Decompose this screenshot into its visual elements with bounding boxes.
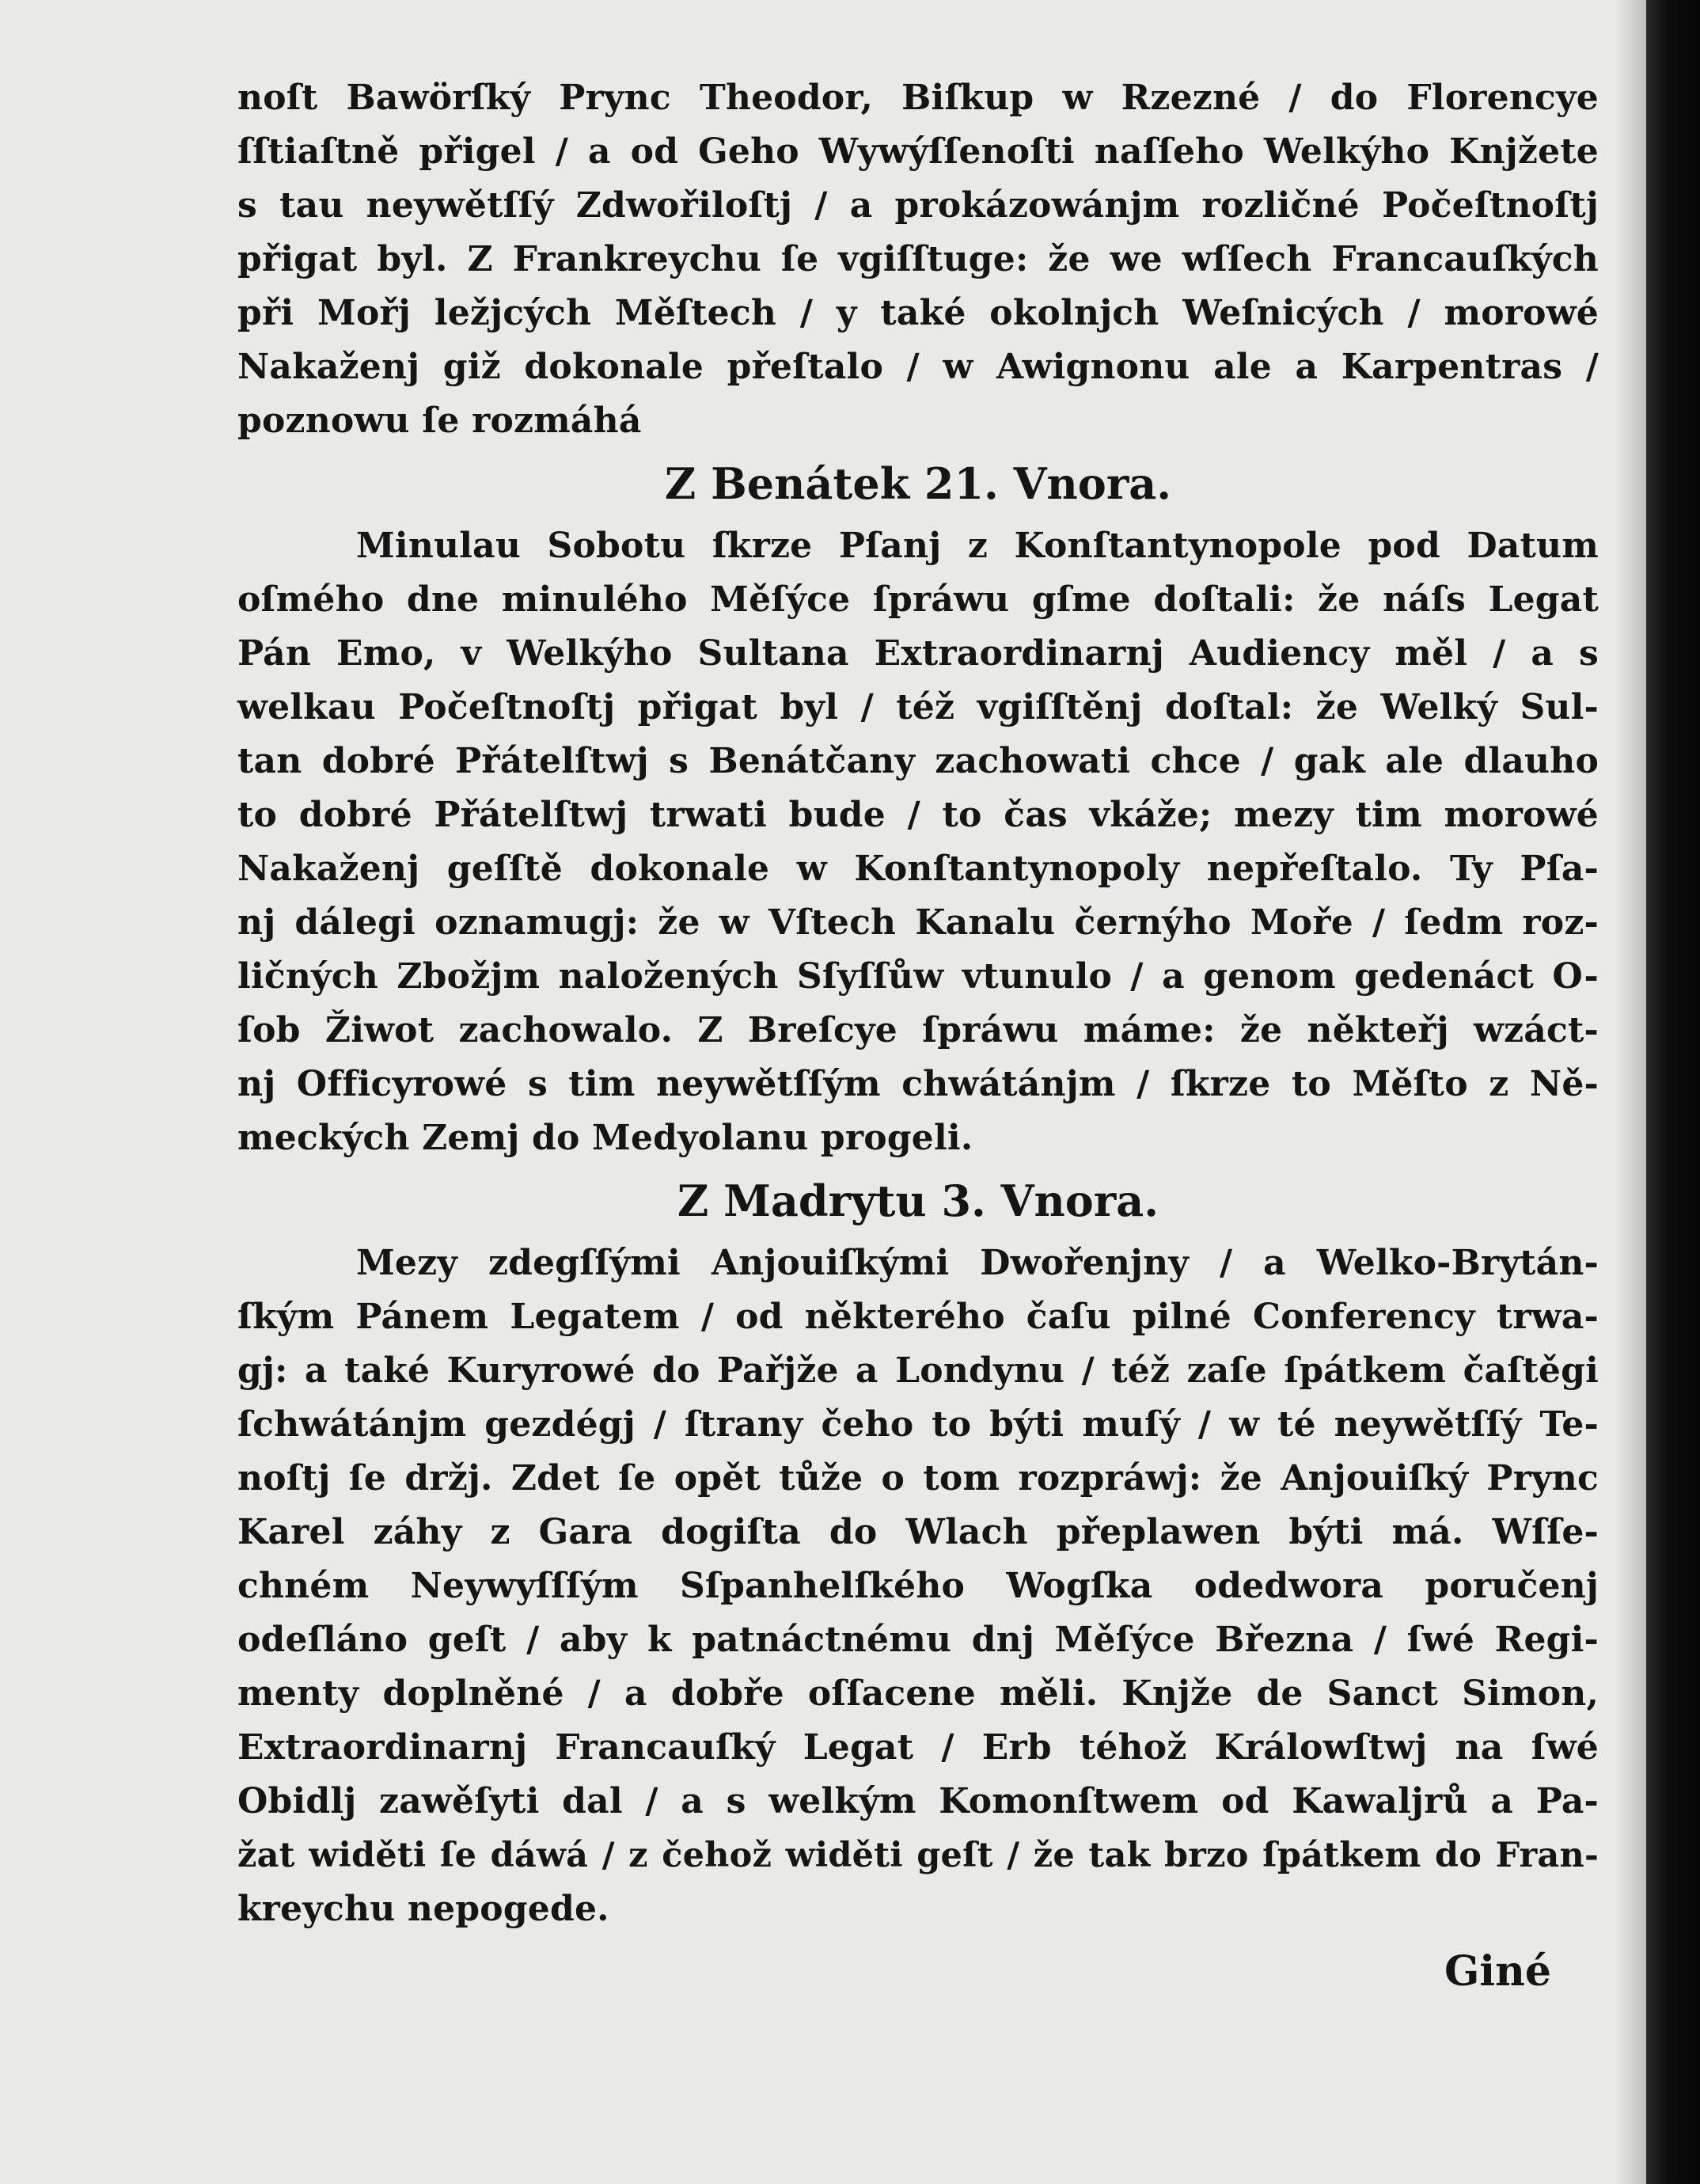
catchword: Giné: [1444, 1947, 1551, 1996]
section-heading-madrid: Z Madrytu 3. Vnora.: [677, 1176, 1159, 1226]
section-heading-venice: Z Benátek 21. Vnora.: [664, 458, 1172, 509]
text-line: chném Neywyſſſým Sſpanhelſkého Wogſka odedwora poručenj: [237, 1566, 1599, 1606]
text-line: žat widěti ſe dáwá / z čehož widěti geſt / že tak brzo ſpátkem do Fran-: [237, 1836, 1599, 1875]
text-line: tan dobré Přátelſtwj s Benátčany zachowati chce / gak ale dlauho: [237, 741, 1599, 781]
text-line: welkau Počeſtnoſtj přigat byl / též vgiſſtěnj doſtal: že Welký Sul-: [237, 687, 1599, 727]
text-line: meckých Zemj do Medyolanu progeli.: [237, 1118, 973, 1158]
text-line: poznowu ſe rozmáhá: [237, 401, 642, 441]
text-line: Mezy zdegſſými Anjouiſkými Dwořenjny / a Welko-Brytán-: [356, 1243, 1599, 1283]
text-line: Pán Emo, v Welkýho Sultana Extraordinarnj Audiency měl / a s: [237, 633, 1599, 674]
text-line: odeſláno geſt / aby k patnáctnému dnj Měſýce Března / ſwé Regi-: [237, 1620, 1599, 1660]
book-edge-shadow: [1646, 0, 1700, 2184]
text-column: [237, 71, 1599, 1936]
text-line: přigat byl. Z Frankreychu ſe vgiſſtuge: že we wſſech Francauſkých: [237, 239, 1599, 279]
text-line: ličných Zbožjm naložených Sſyſſůw vtunulo / a genom gedenáct O-: [237, 956, 1599, 997]
text-line: ſkým Pánem Legatem / od některého čaſu pilné Conferency trwa-: [237, 1297, 1599, 1337]
text-line: oſmého dne minulého Měſýce ſpráwu gſme doſtali: že náſs Legat: [237, 579, 1599, 620]
text-line: při Mořj ležjcých Měſtech / y také okolnjch Weſnicých / morowé: [237, 293, 1599, 333]
text-line: noſt Bawörſký Prync Theodor, Biſkup w Rzezné / do Florencye: [237, 78, 1599, 118]
text-line: ſob Žiwot zachowalo. Z Breſcye ſpráwu máme: že někteřj wzáct-: [237, 1010, 1599, 1050]
text-line: Nakaženj geſſtě dokonale w Konſtantynopoly nepřeſtalo. Ty Pſa-: [237, 849, 1599, 889]
text-line: kreychu nepogede.: [237, 1889, 609, 1929]
paragraph-venice: [237, 519, 1599, 1165]
text-line: nj Officyrowé s tim neywětſſým chwátánjm / ſkrze to Měſto z Ně-: [237, 1064, 1599, 1104]
paragraph-madrid: [237, 1236, 1599, 1936]
text-line: noſtj ſe držj. Zdet ſe opět tůže o tom rozpráwj: že Anjouiſký Prync: [237, 1458, 1599, 1498]
text-line: gj: a také Kuryrowé do Pařjže a Londynu / též zaſe ſpátkem čaſtěgi: [237, 1350, 1599, 1391]
text-line: Karel záhy z Gara dogiſta do Wlach přeplawen býti má. Wſſe-: [237, 1512, 1599, 1552]
text-line: ſſtiaſtně přigel / a od Geho Wywýſſenoſti naſſeho Welkýho Knjžete: [237, 131, 1599, 172]
text-line: menty doplněné / a dobře oſſacene měli. Knjže de Sanct Simon,: [237, 1673, 1599, 1714]
text-line: Nakaženj giž dokonale přeſtalo / w Awignonu ale a Karpentras /: [237, 347, 1599, 387]
text-line: s tau neywětſſý Zdwořiloſtj / a prokázowánjm rozličné Počeſtnoſtj: [237, 185, 1599, 226]
paragraph-florence: [237, 71, 1599, 448]
text-line: Minulau Sobotu ſkrze Pſanj z Konſtantynopole pod Datum: [356, 526, 1599, 566]
text-line: to dobré Přátelſtwj trwati bude / to čas vkáže; mezy tim morowé: [237, 795, 1599, 835]
text-line: Extraordinarnj Francauſký Legat / Erb téhož Králowſtwj na ſwé: [237, 1727, 1599, 1768]
text-line: nj dálegi oznamugj: že w Vſtech Kanalu černýho Moře / ſedm roz-: [237, 902, 1599, 943]
text-line: ſchwátánjm gezdégj / ſtrany čeho to býti muſý / w té neywětſſý Te-: [237, 1404, 1599, 1445]
text-line: Obidlj zawěſyti dal / a s welkým Komonſtwem od Kawaljrů a Pa-: [237, 1781, 1599, 1821]
page-gutter-shadow: [1615, 0, 1646, 2184]
